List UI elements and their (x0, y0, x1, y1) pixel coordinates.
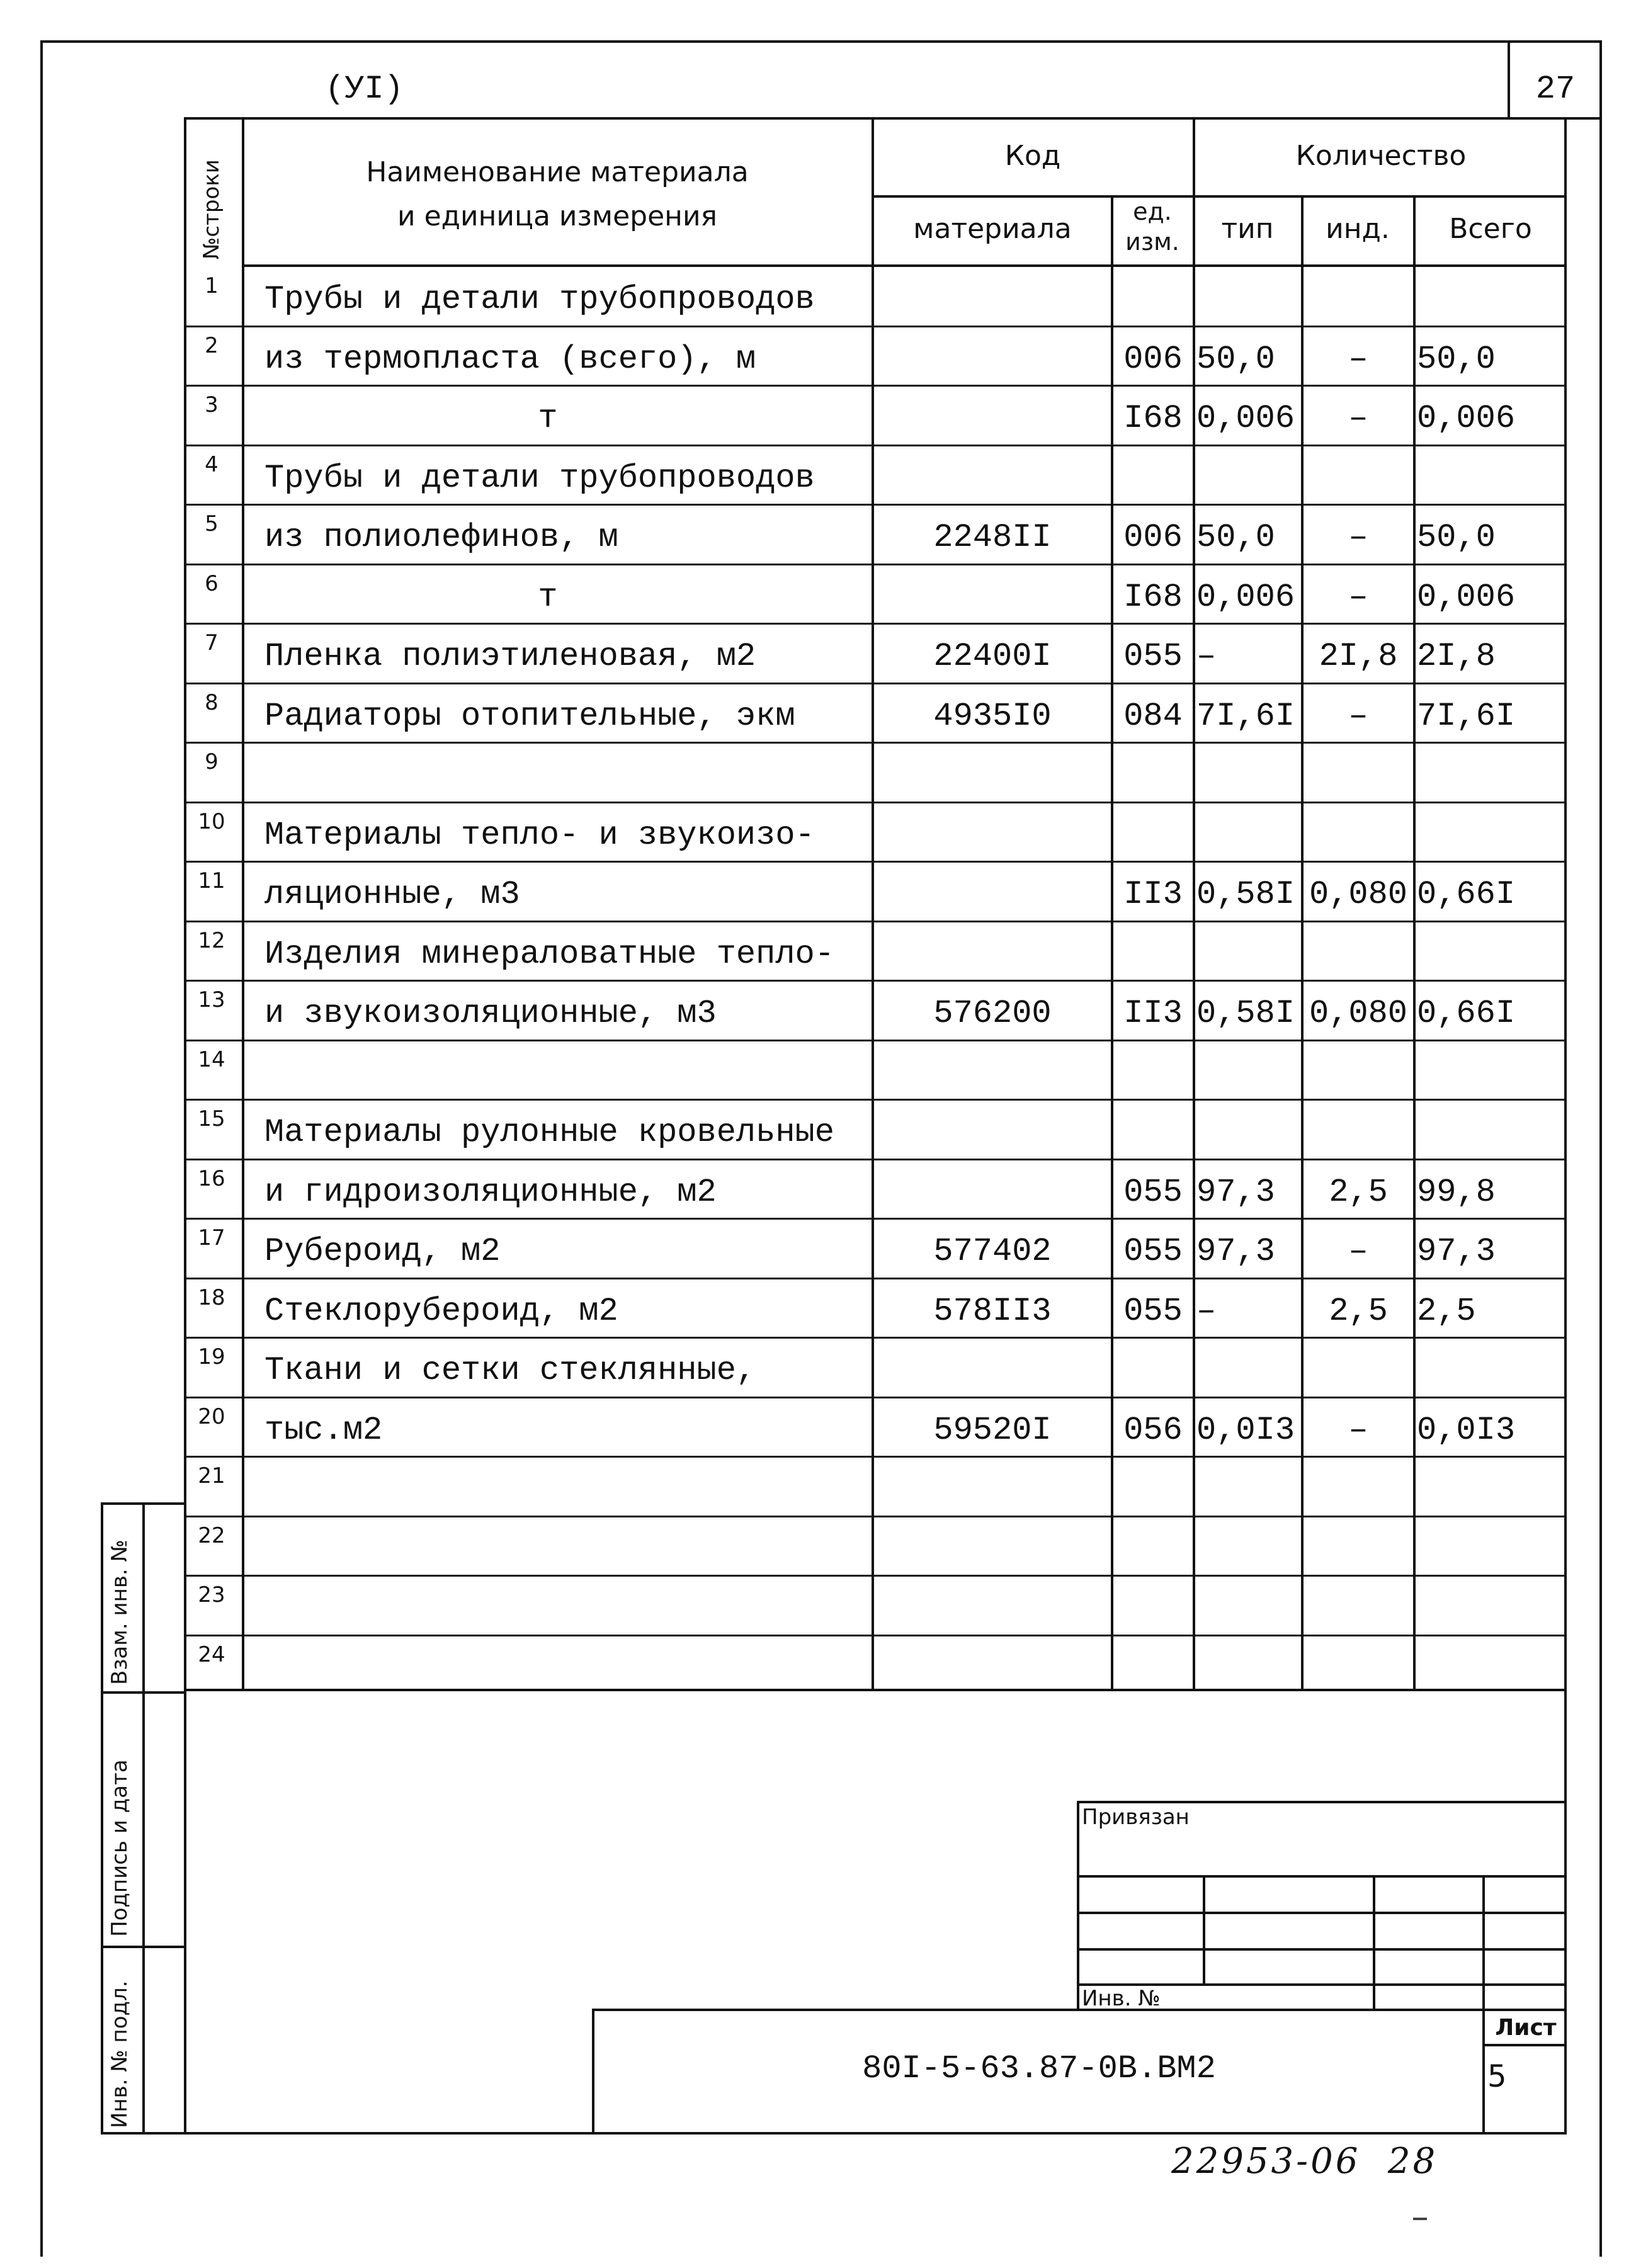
cell-typ: 7I,6I (1196, 697, 1295, 735)
page-number: 27 (1535, 71, 1576, 108)
cell-name: Трубы и детали трубопроводов (264, 459, 815, 497)
cell-unit: 055 (1123, 638, 1183, 675)
cell-code: 4935I0 (933, 697, 1052, 735)
col-total-header: Всего (1449, 213, 1532, 245)
cell-total: 0,006 (1417, 578, 1516, 616)
col-unit-header-line2: изм. (1125, 228, 1179, 256)
cell-ind: – (1348, 578, 1368, 616)
col-typ-header: тип (1221, 213, 1274, 245)
row-number: 9 (205, 749, 219, 774)
row-number: 19 (198, 1344, 225, 1369)
cell-typ: 97,3 (1196, 1173, 1275, 1211)
cell-name: Трубы и детали трубопроводов (264, 281, 815, 318)
cell-code: 2248II (933, 519, 1052, 556)
cell-ind: 0,080 (1309, 995, 1408, 1032)
row-number: 23 (198, 1582, 225, 1607)
cell-unit: 056 (1123, 1411, 1183, 1449)
cell-unit: 006 (1123, 340, 1183, 378)
cell-code: 22400I (933, 638, 1052, 675)
cell-total: 97,3 (1417, 1233, 1496, 1270)
row-number: 6 (205, 570, 219, 596)
cell-total: 2I,8 (1417, 638, 1496, 675)
cell-total: 0,006 (1417, 400, 1516, 437)
row-number: 1 (205, 273, 219, 298)
cell-total: 0,66I (1417, 876, 1516, 913)
cell-total: 50,0 (1417, 519, 1496, 556)
cell-typ: – (1196, 638, 1217, 675)
cell-ind: 2I,8 (1319, 638, 1398, 675)
doc-code: 80I-5-63.87-0В.ВМ2 (862, 2050, 1216, 2087)
cell-name: из полиолефинов, м (264, 519, 618, 556)
cell-total: 7I,6I (1417, 697, 1516, 735)
cell-unit: I68 (1123, 578, 1183, 616)
cell-name: Стеклорубероид, м2 (264, 1292, 618, 1330)
col-qty-group-header: Количество (1295, 140, 1467, 172)
cell-code: 577402 (933, 1233, 1052, 1270)
sheet-number: 5 (1487, 2059, 1507, 2094)
row-number: 22 (198, 1522, 225, 1548)
row-number: 8 (205, 689, 219, 715)
cell-name: Материалы рулонные кровельные (264, 1114, 834, 1151)
cell-typ: 0,58I (1196, 876, 1295, 913)
cell-code: 578II3 (933, 1292, 1052, 1330)
cell-ind: – (1348, 1411, 1368, 1449)
cell-ind: – (1348, 1233, 1368, 1270)
cell-name: и гидроизоляционные, м2 (264, 1173, 717, 1211)
cell-typ: 0,006 (1196, 400, 1295, 437)
row-number: 14 (198, 1046, 225, 1072)
cell-unit: 084 (1123, 697, 1183, 735)
row-number: 20 (198, 1403, 225, 1429)
cell-ind: 2,5 (1329, 1173, 1388, 1211)
cell-total: 99,8 (1417, 1173, 1496, 1211)
cell-name: т (538, 400, 558, 437)
cell-typ: 50,0 (1196, 340, 1275, 378)
cell-typ: 0,0I3 (1196, 1411, 1295, 1449)
cell-ind: – (1348, 697, 1368, 735)
cell-typ: 97,3 (1196, 1233, 1275, 1270)
row-number: 16 (198, 1165, 225, 1191)
row-number: 4 (205, 451, 219, 477)
row-number: 21 (198, 1463, 225, 1488)
row-number: 18 (198, 1284, 225, 1310)
edge-mark (1413, 2218, 1427, 2220)
privyazan-label: Привязан (1082, 1805, 1190, 1830)
cell-name: Ткани и сетки стеклянные, (264, 1352, 756, 1389)
sheet-label: Лист (1495, 2015, 1557, 2041)
section-label: (УI) (325, 71, 404, 108)
col-ind-header: инд. (1326, 213, 1390, 245)
side-label-inv-podl: Инв. № подл. (107, 1980, 132, 2128)
cell-typ: – (1196, 1292, 1217, 1330)
row-number: 13 (198, 987, 225, 1012)
cell-unit: I68 (1123, 400, 1183, 437)
col-unit-header-line1: ед. (1133, 198, 1172, 225)
row-number: 2 (205, 332, 219, 358)
row-number: 7 (205, 630, 219, 655)
row-number: 17 (198, 1225, 225, 1250)
cell-unit: 055 (1123, 1292, 1183, 1330)
cell-name: и звукоизоляционные, м3 (264, 995, 717, 1032)
cell-total: 0,0I3 (1417, 1411, 1516, 1449)
cell-unit: 006 (1123, 519, 1183, 556)
cell-name: ляционные, м3 (264, 876, 520, 913)
cell-total: 2,5 (1417, 1292, 1476, 1330)
cell-typ: 0,58I (1196, 995, 1295, 1032)
row-number: 3 (205, 392, 219, 417)
col-row-no-header: №строки (199, 159, 224, 259)
side-label-podpis: Подпись и дата (107, 1759, 132, 1937)
row-number: 10 (198, 808, 225, 834)
cell-ind: 2,5 (1329, 1292, 1388, 1330)
cell-name: Радиаторы отопительные, экм (264, 697, 795, 735)
cell-unit: II3 (1123, 995, 1183, 1032)
col-material-header: материала (913, 213, 1072, 245)
col-code-group-header: Код (1004, 140, 1061, 172)
cell-unit: II3 (1123, 876, 1183, 913)
cell-name: Пленка полиэтиленовая, м2 (264, 638, 756, 675)
cell-code: 576200 (933, 995, 1052, 1032)
row-number: 24 (198, 1641, 225, 1667)
cell-ind: – (1348, 519, 1368, 556)
row-number: 15 (198, 1106, 225, 1131)
cell-name: Рубероид, м2 (264, 1233, 501, 1270)
cell-name: Материалы тепло- и звукоизо- (264, 816, 815, 854)
cell-name: из термопласта (всего), м (264, 340, 756, 378)
cell-unit: 055 (1123, 1173, 1183, 1211)
row-number: 5 (205, 511, 219, 536)
inv-no-label: Инв. № (1082, 1986, 1161, 2011)
handwritten-archive-number: 22953-06 28 (1171, 2141, 1438, 2182)
cell-total: 0,66I (1417, 995, 1516, 1032)
cell-typ: 50,0 (1196, 519, 1275, 556)
row-number: 11 (198, 868, 225, 893)
cell-unit: 055 (1123, 1233, 1183, 1270)
cell-total: 50,0 (1417, 340, 1496, 378)
col-name-header-line1: Наименование материала (366, 156, 749, 188)
cell-ind: – (1348, 340, 1368, 378)
privyazan-block (1077, 1801, 1567, 2009)
col-name-header-line2: и единица измерения (397, 200, 718, 232)
cell-ind: – (1348, 400, 1368, 437)
cell-name: Изделия минераловатные тепло- (264, 935, 834, 973)
cell-code: 59520I (933, 1411, 1052, 1449)
cell-name: тыс.м2 (264, 1411, 383, 1449)
side-label-vzam: Взам. инв. № (107, 1539, 132, 1685)
row-number: 12 (198, 927, 225, 953)
cell-name: т (538, 578, 558, 616)
cell-ind: 0,080 (1309, 876, 1408, 913)
cell-typ: 0,006 (1196, 578, 1295, 616)
